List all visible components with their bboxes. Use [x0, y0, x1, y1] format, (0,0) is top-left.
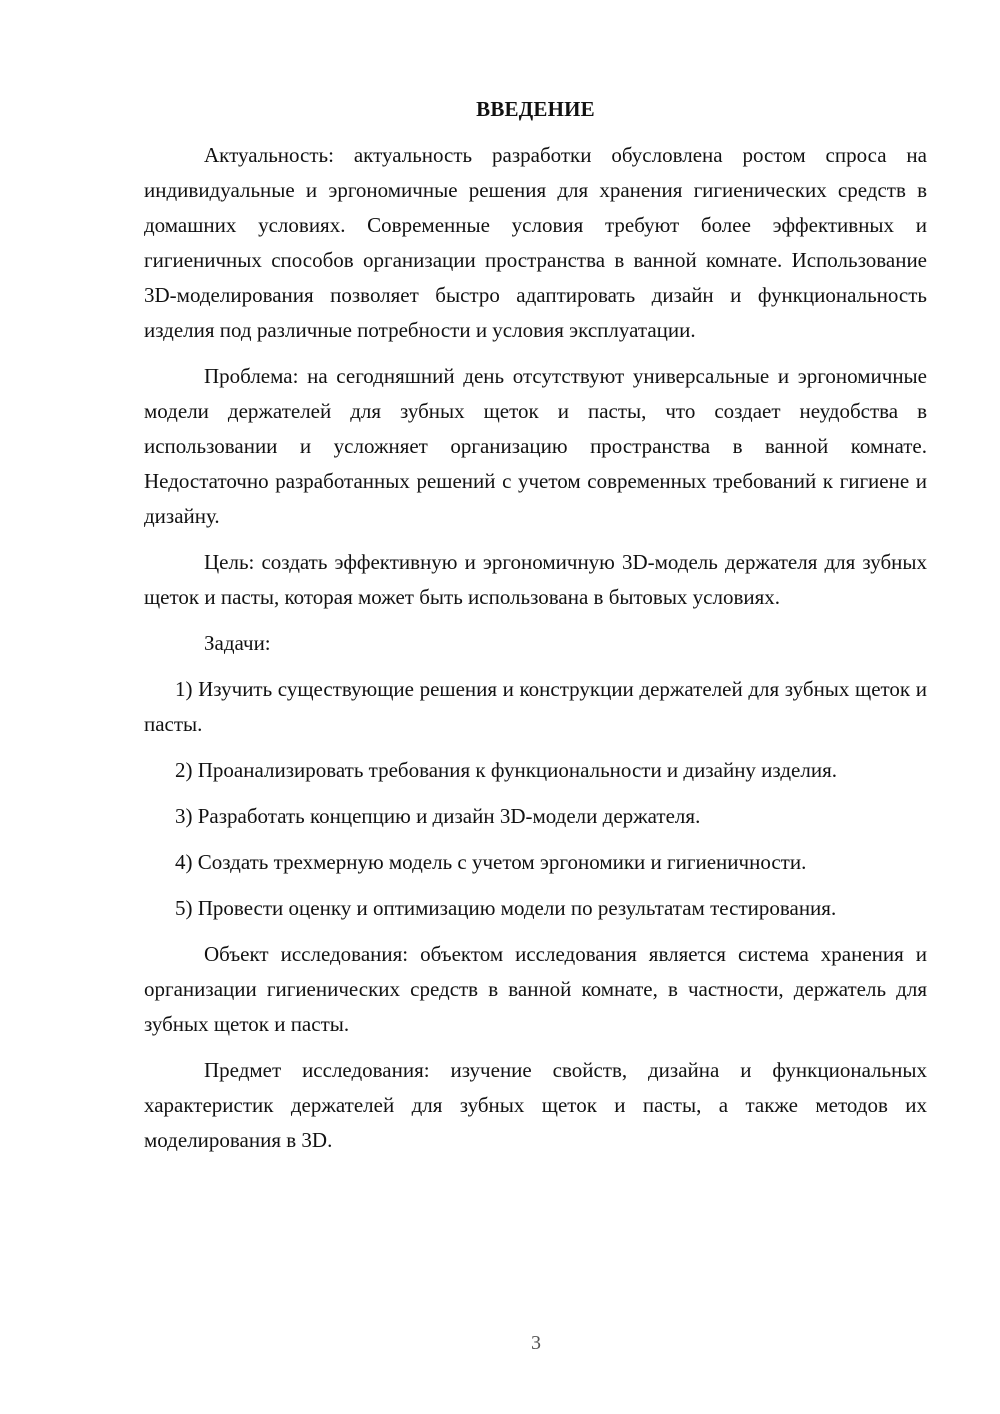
task-item-1: 1) Изучить существующие решения и конструкции держателей для зубных щеток и пасты.: [144, 677, 927, 736]
task-item-4: 4) Создать трехмерную модель с учетом эргономики и гигиеничности.: [175, 850, 807, 874]
page-content: [144, 92, 927, 1158]
task-item-2: 2) Проанализировать требования к функциональности и дизайну изделия.: [175, 758, 837, 782]
task-item-5: 5) Провести оценку и оптимизацию модели по результатам тестирования.: [175, 896, 837, 920]
paragraph-subject: Предмет исследования: изучение свойств, дизайна и функциональных характеристик держателей для зубных щеток и пасты, а также методов их моделирования в 3D.: [144, 1058, 927, 1152]
paragraph-object: Объект исследования: объектом исследования является система хранения и организации гигиенических средств в ванной комнате, в частности, держатель для зубных щеток и пасты.: [144, 942, 927, 1036]
paragraph-problem: Проблема: на сегодняшний день отсутствуют универсальные и эргономичные модели держателей для зубных щеток и пасты, что создает неудобства в использовании и усложняет организацию пространства в ванной комнате. Недостаточно разработанных решений с учетом современных требований к гигиене и дизайну.: [144, 364, 927, 528]
paragraph-goal: Цель: создать эффективную и эргономичную 3D-модель держателя для зубных щеток и пасты, которая может быть использована в бытовых условиях.: [144, 550, 927, 609]
page-number: 3: [531, 1332, 541, 1354]
section-heading: ВВЕДЕНИЕ: [476, 97, 595, 121]
task-item-3: 3) Разработать концепцию и дизайн 3D-модели держателя.: [175, 804, 701, 828]
tasks-label: Задачи:: [204, 631, 271, 655]
paragraph-relevance: Актуальность: актуальность разработки обусловлена ростом спроса на индивидуальные и эргономичные решения для хранения гигиенических средств в домашних условиях. Современные условия требуют более эффективных и гигиеничных способов организации пространства в ванной комнате. Использование 3D-моделирования позволяет быстро адаптировать дизайн и функциональность изделия под различные потребности и условия эксплуатации.: [144, 143, 927, 342]
